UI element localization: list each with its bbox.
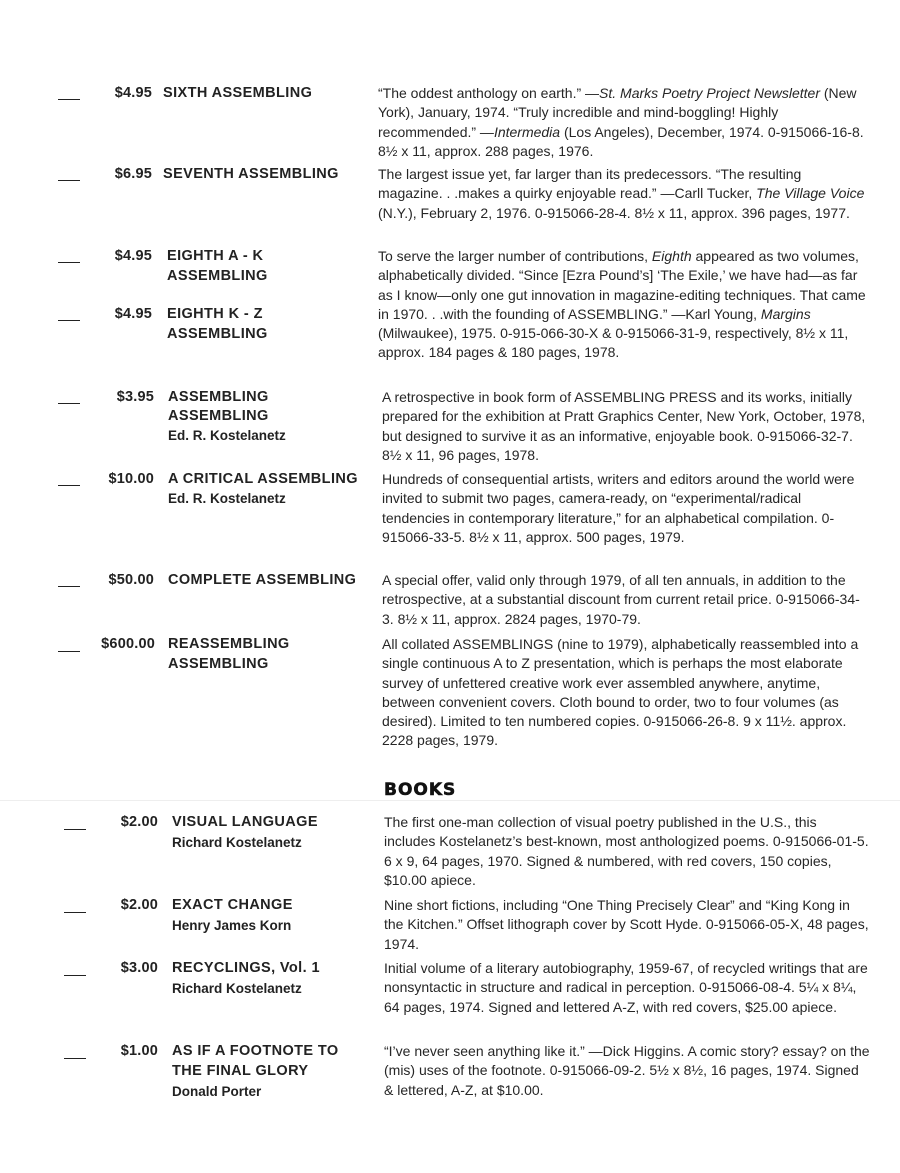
item-price: $1.00	[120, 1043, 158, 1059]
item-title-line: EIGHTH A - K	[167, 248, 264, 264]
order-blank[interactable]	[58, 320, 80, 321]
order-blank[interactable]	[58, 586, 80, 587]
item-price: $50.00	[108, 572, 154, 588]
item-description: Hundreds of consequential artists, writers and editors around the world were invited to submit two pages, camera-ready, on “experimental/radical tendencies in contemporary literature,” for an alphabetical compilation. 0-915066-33-5. 8½ x 11, approx. 500 pages, 1979.	[382, 471, 855, 545]
item-title: COMPLETE ASSEMBLING	[168, 572, 357, 588]
item-description: Nine short fictions, including “One Thing Precisely Clear” and “King Kong in the Kitchen.” Offset lithograph cover by Scott Hyde. 0-915066-05-X, 48 pages, 1974.	[384, 897, 869, 952]
item-price: $4.95	[114, 85, 152, 101]
order-blank[interactable]	[64, 829, 86, 830]
item-description: “I’ve never seen anything like it.” —Dick Higgins. A comic story? essay? on the (mis) uses of the footnote. 0-915066-09-2. 5½ x 8½, 16 pages, 1974. Signed & lettered, A-Z, at $10.00.	[384, 1043, 870, 1098]
item-description: A retrospective in book form of ASSEMBLING PRESS and its works, initially prepared for the exhibition at Pratt Graphics Center, New York, October, 1978, but designed to survive it as an informative, enjoyable book. 0-915066-32-7. 8½ x 11, 96 pages, 1978.	[382, 389, 866, 463]
item-title-line: EIGHTH K - Z	[167, 306, 263, 322]
item-title-line: ASSEMBLING	[167, 326, 268, 342]
section-divider	[0, 800, 900, 801]
item-title: A CRITICAL ASSEMBLING	[168, 471, 358, 487]
item-title-line: ASSEMBLING	[167, 268, 268, 284]
item-editor: Donald Porter	[172, 1084, 262, 1099]
item-price: $3.95	[116, 389, 154, 405]
order-blank[interactable]	[58, 651, 80, 652]
item-description: All collated ASSEMBLINGS (nine to 1979), alphabetically reassembled into a single continuous A to Z presentation, which is perhaps the most elaborate survey of unfettered creative work ever assembled anywhere, anytime, between convenient covers. Cloth bound to order, two to four volumes (as desired). Limited to ten numbered copies. 0-915066-26-8. 9 x 11½. approx. 2228 pages, 1979.	[382, 636, 859, 749]
item-description: A special offer, valid only through 1979, of all ten annuals, in addition to the retrospective, at a substantial discount from current retail price. 0-915066-34-3. 8½ x 11, approx. 2824 pages, 1970-79.	[382, 572, 860, 627]
item-price: $4.95	[114, 248, 152, 264]
item-description: “The oddest anthology on earth.” —St. Marks Poetry Project Newsletter (New York), January, 1974. “Truly incredible and mind-boggling! Highly recommended.” —Intermedia (Los Angeles), December, 1974. 0-915066-16-8. 8½ x 11, approx. 288 pages, 1976.	[378, 85, 864, 159]
item-title-line: AS IF A FOOTNOTE TO	[172, 1043, 339, 1059]
order-blank[interactable]	[64, 1058, 86, 1059]
item-title-line: ASSEMBLING	[168, 408, 269, 424]
item-editor: Richard Kostelanetz	[172, 835, 302, 850]
item-description: The largest issue yet, far larger than its predecessors. “The resulting magazine. . .makes a quirky enjoyable read.” —Carll Tucker, The Village Voice (N.Y.), February 2, 1976. 0-915066-28-4. 8½ x 11, approx. 396 pages, 1977.	[378, 166, 865, 221]
item-title: SIXTH ASSEMBLING	[163, 85, 313, 101]
order-blank[interactable]	[58, 99, 80, 100]
item-price: $6.95	[114, 166, 152, 182]
order-blank[interactable]	[58, 403, 80, 404]
item-title-line: ASSEMBLING	[168, 389, 269, 405]
item-description: To serve the larger number of contributions, Eighth appeared as two volumes, alphabetically divided. “Since [Ezra Pound’s] ‘The Exile,’ we have had—as far as I know—only one gut innovation in magazine-editing techniques. That came in 1970. . .with the founding of ASSEMBLING.” —Karl Young, Margins (Milwaukee), 1975. 0-915-066-30-X & 0-915066-31-9, respectively, 8½ x 11, approx. 184 pages & 180 pages, 1978.	[378, 248, 866, 361]
order-blank[interactable]	[58, 262, 80, 263]
item-title-line: THE FINAL GLORY	[172, 1063, 309, 1079]
item-description: Initial volume of a literary autobiography, 1959-67, of recycled writings that are nonsyntactic in structure and radical in perception. 0-915066-08-4. 5¼ x 8¼, 64 pages, 1974. Signed and lettered A-Z, with red covers, $25.00 apiece.	[384, 960, 868, 1015]
item-price: $2.00	[120, 897, 158, 913]
item-price: $10.00	[108, 471, 154, 487]
item-editor: Ed. R. Kostelanetz	[168, 491, 286, 506]
item-price: $600.00	[101, 636, 155, 652]
item-title-line: REASSEMBLING	[168, 636, 290, 652]
item-description: The first one-man collection of visual poetry published in the U.S., this includes Kostelanetz’s best-known, most anthologized poems. 0-915066-01-5. 6 x 9, 64 pages, 1970. Signed & numbered, with red covers, 150 copies, $10.00 apiece.	[384, 814, 869, 888]
order-blank[interactable]	[58, 485, 80, 486]
item-editor: Henry James Korn	[172, 918, 292, 933]
section-heading: BOOKS	[384, 780, 457, 800]
item-price: $3.00	[120, 960, 158, 976]
item-price: $4.95	[114, 306, 152, 322]
item-editor: Richard Kostelanetz	[172, 981, 302, 996]
item-title: VISUAL LANGUAGE	[172, 814, 318, 830]
item-title: EXACT CHANGE	[172, 897, 293, 913]
item-title-line: ASSEMBLING	[168, 656, 269, 672]
item-price: $2.00	[120, 814, 158, 830]
order-blank[interactable]	[64, 912, 86, 913]
item-title: SEVENTH ASSEMBLING	[163, 166, 339, 182]
item-title: RECYCLINGS, Vol. 1	[172, 960, 320, 976]
item-editor: Ed. R. Kostelanetz	[168, 428, 286, 443]
order-blank[interactable]	[64, 975, 86, 976]
order-blank[interactable]	[58, 180, 80, 181]
